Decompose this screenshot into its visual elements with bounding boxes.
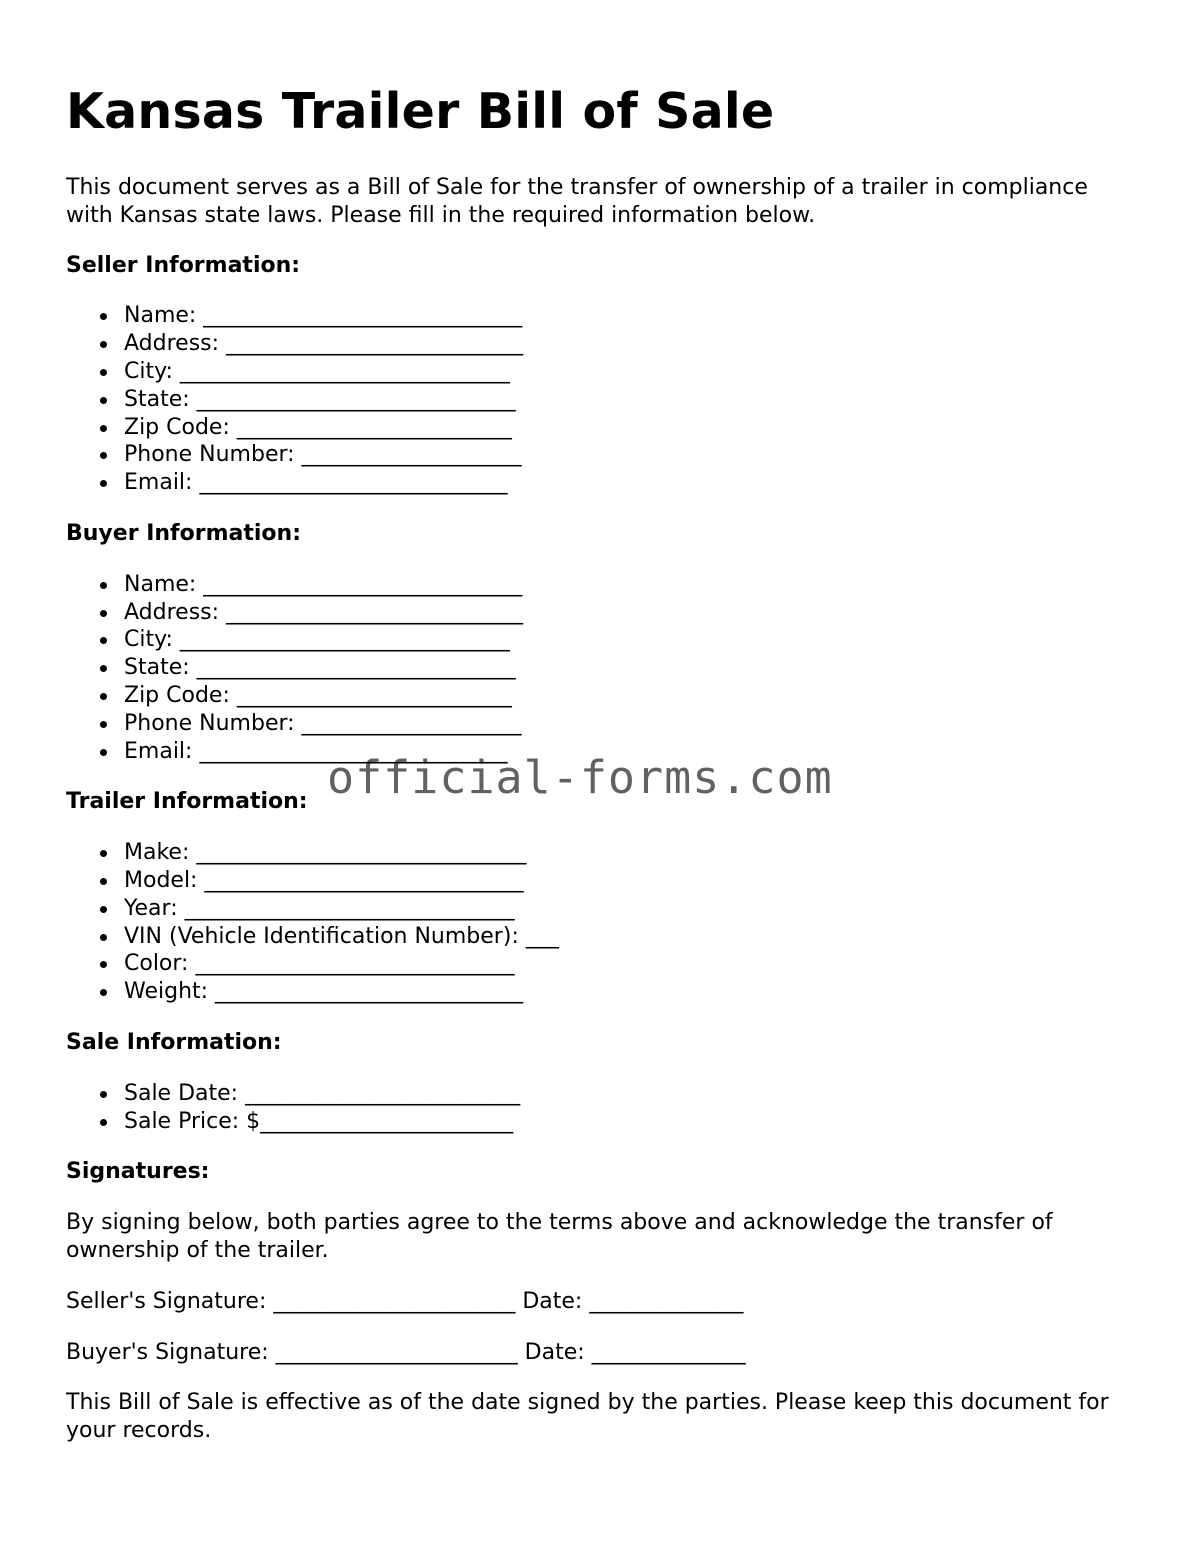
acknowledgement-paragraph: By signing below, both parties agree to the terms above and acknowledge the transfer of ownership of the trailer. bbox=[66, 1210, 1053, 1263]
seller-email-field: Email: ____________________________ bbox=[124, 469, 1136, 497]
seller-section-heading: Seller Information: bbox=[66, 252, 301, 278]
trailer-model-field: Model: _____________________________ bbox=[124, 867, 1136, 895]
seller-name-field: Name: _____________________________ bbox=[124, 302, 1136, 330]
seller-zip-field: Zip Code: _________________________ bbox=[124, 414, 1136, 442]
buyer-field-list bbox=[66, 571, 1136, 766]
trailer-year-field: Year: ______________________________ bbox=[124, 895, 1136, 923]
buyer-state-field: State: _____________________________ bbox=[124, 654, 1136, 682]
sale-date-field: Sale Date: _________________________ bbox=[124, 1080, 1136, 1108]
seller-address-field: Address: ___________________________ bbox=[124, 330, 1136, 358]
buyer-city-field: City: ______________________________ bbox=[124, 626, 1136, 654]
buyer-signature-line: Buyer's Signature: ______________________ Date: ______________ bbox=[66, 1339, 746, 1365]
sale-price-field: Sale Price: $_______________________ bbox=[124, 1108, 1136, 1136]
trailer-color-field: Color: _____________________________ bbox=[124, 950, 1136, 978]
buyer-email-field: Email: ____________________________ bbox=[124, 738, 1136, 766]
seller-city-field: City: ______________________________ bbox=[124, 358, 1136, 386]
buyer-phone-field: Phone Number: ____________________ bbox=[124, 710, 1136, 738]
closing-paragraph: This Bill of Sale is effective as of the date signed by the parties. Please keep this document for your records. bbox=[66, 1390, 1109, 1444]
sale-field-list bbox=[66, 1080, 1136, 1136]
watermark-text: official-forms.com bbox=[327, 751, 833, 804]
signatures-section-heading: Signatures: bbox=[66, 1159, 210, 1185]
trailer-vin-field: VIN (Vehicle Identification Number): ___ bbox=[124, 923, 1136, 951]
document-title: Kansas Trailer Bill of Sale bbox=[66, 83, 775, 140]
buyer-zip-field: Zip Code: _________________________ bbox=[124, 682, 1136, 710]
sale-section-heading: Sale Information: bbox=[66, 1029, 282, 1055]
seller-phone-field: Phone Number: ____________________ bbox=[124, 441, 1136, 469]
seller-signature-line: Seller's Signature: ______________________ Date: ______________ bbox=[66, 1288, 744, 1314]
trailer-make-field: Make: ______________________________ bbox=[124, 839, 1136, 867]
trailer-section-heading: Trailer Information: bbox=[66, 789, 308, 815]
intro-paragraph: This document serves as a Bill of Sale for the transfer of ownership of a trailer in compliance with Kansas state laws. Please fill in the required information below. bbox=[66, 175, 1088, 228]
trailer-weight-field: Weight: ____________________________ bbox=[124, 978, 1136, 1006]
trailer-field-list bbox=[66, 839, 1136, 1006]
seller-field-list bbox=[66, 302, 1136, 497]
buyer-address-field: Address: ___________________________ bbox=[124, 599, 1136, 627]
buyer-section-heading: Buyer Information: bbox=[66, 520, 301, 546]
seller-state-field: State: _____________________________ bbox=[124, 386, 1136, 414]
buyer-name-field: Name: _____________________________ bbox=[124, 571, 1136, 599]
